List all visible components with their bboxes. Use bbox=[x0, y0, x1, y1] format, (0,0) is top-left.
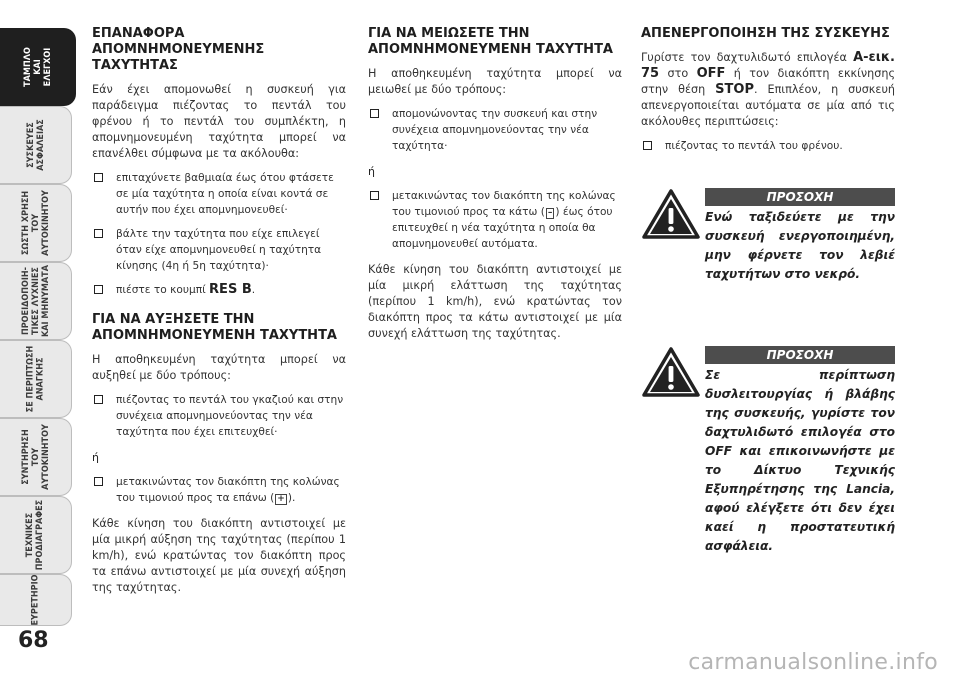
text: ή τον διακόπτη εκκίνησης στην θέση bbox=[641, 67, 896, 96]
tab-label: ΣΩΣΤΗ ΧΡΗΣΗ ΤΟΥ ΑΥΤΟΚΙΝΗΤΟΥ bbox=[20, 190, 51, 256]
list-item-text: πιέζοντας το πεντάλ του φρένου. bbox=[665, 140, 843, 152]
paragraph: Η αποθηκευμένη ταχύτητα μπορεί να αυξηθεί με δύο τρόπους: bbox=[92, 353, 346, 382]
tab-label: ΣΥΣΚΕΥΕΣ ΑΣΦΑΛΕΙΑΣ bbox=[25, 119, 46, 171]
tab-warning-lights[interactable] bbox=[0, 262, 72, 340]
off-label: OFF bbox=[696, 66, 726, 81]
column-3 bbox=[641, 26, 895, 556]
checkbox-bullet-icon bbox=[94, 173, 103, 182]
or-text: ή bbox=[368, 165, 375, 178]
bullet-list bbox=[641, 138, 895, 154]
section-title-restore: ΕΠΑΝΑΦΟΡΑ ΑΠΟΜΝΗΜΟΝΕΥΜΕΝΗΣ ΤΑΧΥΤΗΤΑΣ bbox=[92, 26, 265, 73]
section-title-deactivate: ΑΠΕΝΕΡΓΟΠΟΙΗΣΗ ΤΗΣ ΣΥΣΚΕΥΗΣ bbox=[641, 26, 890, 41]
column-1 bbox=[92, 26, 346, 604]
list-item bbox=[368, 188, 622, 252]
warning-triangle-icon bbox=[641, 188, 701, 240]
checkbox-bullet-icon bbox=[643, 141, 652, 150]
tab-index[interactable] bbox=[0, 574, 72, 626]
list-item-text: μετακινώντας τον διακόπτη της κολώνας του τιμονιού προς τα επάνω ( bbox=[116, 476, 340, 504]
list-item: πιέστε το κουμπί RES B. bbox=[92, 282, 346, 298]
tab-dashboard-controls[interactable] bbox=[0, 28, 76, 106]
tab-label: ΤΕΧΝΙΚΕΣ ΠΡΟΔΙΑΓΡΑΦΕΣ bbox=[25, 499, 46, 571]
list-item-text-end: ). bbox=[287, 492, 296, 504]
tab-correct-use[interactable] bbox=[0, 184, 72, 262]
text: . Επιπλέον, η συσκευή απενεργοποιείται αυτόματα σε μία από τις ακόλουθες περιπτώσεις: bbox=[641, 83, 896, 128]
figure-reference: A-εικ. 75 bbox=[641, 50, 895, 81]
checkbox-bullet-icon bbox=[94, 477, 103, 486]
watermark: carmanualsonline.info bbox=[688, 650, 938, 675]
warning-triangle-icon bbox=[641, 346, 701, 398]
page-number: 68 bbox=[18, 628, 49, 653]
caution-box-1 bbox=[641, 188, 895, 284]
list-item-text: επιταχύνετε βαθμιαία έως ότου φτάσετε σε μία ταχύτητα η οποία είναι κοντά σε αυτήν που έχει απομνημονευθεί· bbox=[116, 172, 334, 216]
column-2 bbox=[368, 26, 622, 350]
section-title-increase: ΓΙΑ ΝΑ ΑΥΞΗΣΕΤΕ ΤΗΝ ΑΠΟΜΝΗΜΟΝΕΥΜΕΝΗ ΤΑΧΥΤΗΤΑ bbox=[92, 312, 337, 343]
tab-maintenance[interactable] bbox=[0, 418, 72, 496]
paragraph: Εάν έχει απομονωθεί η συσκευή για παράδειγμα πιέζοντας το πεντάλ του φρένου ή το πεντάλ του συμπλέκτη, η απομνημονευμένη ταχύτητα μπορεί να επανέλθει σύμφωνα με τα ακόλουθα: bbox=[92, 83, 346, 160]
plus-symbol: + bbox=[277, 494, 285, 504]
caution-label: ΠΡΟΣΟΧΗ bbox=[705, 188, 895, 206]
stop-label: STOP bbox=[715, 82, 754, 97]
list-item-text: βάλτε την ταχύτητα που είχε επιλεγεί όταν είχε απομνημονευθεί η ταχύτητα κίνησης (4η ή 5η ταχύτητα)· bbox=[116, 228, 322, 272]
bullet-list bbox=[92, 392, 346, 440]
caution-text-body: Ενώ ταξιδεύετε με την συσκευή ενεργοποιημένη, μην φέρνετε τον λεβιέ ταχυτήτων στο νεκρό. bbox=[705, 210, 895, 281]
paragraph: Κάθε κίνηση του διακόπτη αντιστοιχεί με μία μικρή αύξηση της ταχύτητας (περίπου 1 km/h), ενώ κρατώντας τον διακόπτη προς τα επάνω αντιστοιχεί με μία συνεχή αύξηση της ταχύτητας. bbox=[92, 517, 346, 594]
list-item bbox=[368, 106, 622, 154]
list-item-text: απομονώνοντας την συσκευή και στην συνέχεια απομνημονεύοντας την νέα ταχύτητα· bbox=[392, 108, 598, 152]
bullet-list bbox=[368, 188, 622, 252]
caution-text-body: Σε περίπτωση δυσλειτουργίας ή βλάβης της συσκευής, γυρίστε τον δαχτυλιδωτό επιλογέα στο OFF και επικοινωνήστε με το Δίκτυο Τεχνικής Εξυπηρέτησης της Lancia, αφού ελέγξετε ότι δεν έχει καεί η προστατευτική ασφάλεια. bbox=[705, 368, 895, 553]
minus-symbol: – bbox=[547, 208, 553, 218]
tab-label: ΣΥΝΤΗΡΗΣΗ ΤΟΥ ΑΥΤΟΚΙΝΗΤΟΥ bbox=[20, 424, 51, 490]
paragraph: Η αποθηκευμένη ταχύτητα μπορεί να μειωθεί με δύο τρόπους: bbox=[368, 67, 622, 96]
caution-label: ΠΡΟΣΟΧΗ bbox=[705, 346, 895, 364]
bullet-list bbox=[92, 474, 346, 506]
checkbox-bullet-icon bbox=[94, 395, 103, 404]
checkbox-bullet-icon bbox=[94, 285, 103, 294]
list-item-text-end: ) έως ότου επιτευχθεί η νέα ταχύτητα η οποία θα απομνημονευθεί αυτόματα. bbox=[392, 206, 613, 250]
list-item-text: πιέζοντας το πεντάλ του γκαζιού και στην συνέχεια απομνημονεύοντας την νέα ταχύτητα που έχει επιτευχθεί· bbox=[116, 394, 344, 438]
tab-label: ΕΥΡΕΤΗΡΙΟ bbox=[30, 574, 41, 626]
tab-label: ΤΑΜΠΛΟ ΚΑΙ ΕΛΕΓΧΟΙ bbox=[22, 47, 53, 87]
paragraph bbox=[641, 50, 895, 130]
caution-box-2 bbox=[641, 346, 895, 556]
list-item bbox=[92, 226, 346, 274]
text: Γυρίστε τον δαχτυλιδωτό επιλογέα bbox=[641, 51, 847, 64]
res-button-label: RES B bbox=[209, 282, 252, 297]
list-item bbox=[641, 138, 895, 154]
list-item-text: πιέστε το κουμπί bbox=[116, 284, 206, 296]
list-item bbox=[92, 170, 346, 218]
tab-emergency[interactable] bbox=[0, 340, 72, 418]
section-title-decrease: ΓΙΑ ΝΑ ΜΕΙΩΣΕΤΕ ΤΗΝ ΑΠΟΜΝΗΜΟΝΕΥΜΕΝΗ ΤΑΧΥΤΗΤΑ bbox=[368, 26, 613, 57]
checkbox-bullet-icon bbox=[370, 109, 379, 118]
checkbox-bullet-icon bbox=[94, 229, 103, 238]
list-item bbox=[92, 474, 346, 506]
list-item bbox=[92, 392, 346, 440]
list-item-text: μετακινώντας τον διακόπτη της κολώνας του τιμονιού προς τα κάτω ( bbox=[392, 190, 616, 218]
bullet-list bbox=[92, 170, 346, 298]
paragraph: Κάθε κίνηση του διακόπτη αντιστοιχεί με μία μικρή ελάττωση της ταχύτητας (περίπου 1 km/h), ενώ κρατώντας τον διακόπτη προς τα κάτω αντιστοιχεί με μία συνεχή ελάττωση της ταχύτητας. bbox=[368, 263, 622, 340]
or-text: ή bbox=[92, 451, 99, 464]
checkbox-bullet-icon bbox=[370, 191, 379, 200]
bullet-list bbox=[368, 106, 622, 154]
tab-label: ΠΡΟΕΙΔΟΠΟΙΗ- ΤΙΚΕΣ ΛΥΧΝΙΕΣ ΚΑΙ ΜΗΝΥΜΑΤΑ bbox=[20, 265, 51, 337]
tab-safety-devices[interactable] bbox=[0, 106, 72, 184]
text: στο bbox=[667, 67, 689, 80]
tab-label: ΣΕ ΠΕΡΙΠΤΩΣΗ ΑΝΑΓΚΗΣ bbox=[25, 345, 46, 413]
chapter-tabs bbox=[0, 0, 80, 677]
tab-technical-specs[interactable] bbox=[0, 496, 72, 574]
